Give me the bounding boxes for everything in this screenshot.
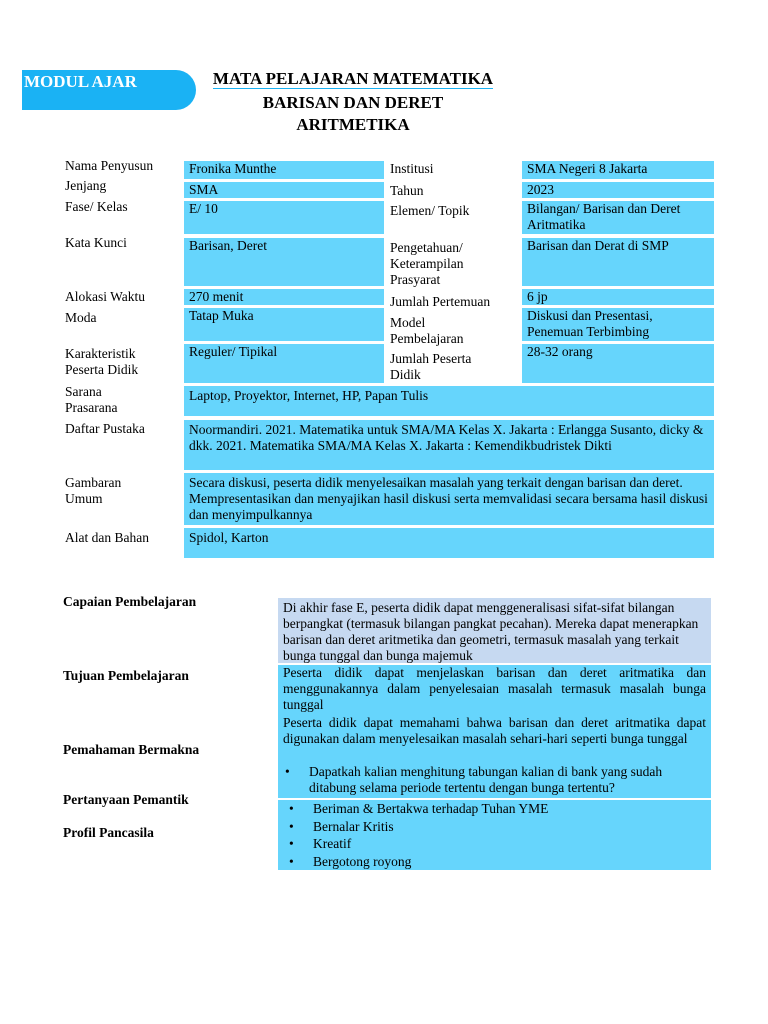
title-topic: BARISAN DAN DERET [262,93,444,112]
label-profil: Profil Pancasila [63,825,154,840]
value-tahun: 2023 [522,182,714,198]
label-institusi: Institusi [390,161,434,176]
label-tujuan: Tujuan Pembelajaran [63,668,189,683]
label-daftar-pustaka: Daftar Pustaka [65,421,145,436]
value-elemen-topik: Bilangan/ Barisan dan Deret Aritmatika [522,201,714,234]
value-profil [278,800,711,870]
value-prasyarat: Barisan dan Derat di SMP [522,238,714,286]
label-prasyarat: Pengetahuan/ Keterampilan Prasyarat [390,240,464,287]
label-karakteristik: Karakteristik Peserta Didik [65,346,139,377]
label-jumlah-peserta: Jumlah Peserta Didik [390,351,472,382]
label-tahun: Tahun [390,183,424,198]
label-alat-bahan: Alat dan Bahan [65,530,149,545]
label-kata-kunci: Kata Kunci [65,235,127,250]
value-jumlah-peserta: 28-32 orang [522,344,714,383]
label-alokasi-waktu: Alokasi Waktu [65,289,146,304]
value-jumlah-pertemuan: 6 jp [522,289,714,305]
label-sarana: Sarana Prasarana [65,384,118,415]
modul-ajar-badge [22,70,196,110]
value-moda: Tatap Muka [184,308,384,341]
list-item: • Bernalar Kritis [313,818,706,836]
value-kata-kunci: Barisan, Deret [184,238,384,286]
value-alat-bahan: Spidol, Karton [184,528,714,558]
list-item: • Bergotong royong [313,853,706,871]
value-tujuan: Peserta didik dapat menjelaskan barisan dan deret aritmatika dan menggunakannya dalam penyelesaian masalah termasuk masalah bunga tunggal [278,665,711,715]
value-institusi: SMA Negeri 8 Jakarta [522,161,714,179]
value-alokasi-waktu: 270 menit [184,289,384,305]
value-karakteristik: Reguler/ Tipikal [184,344,384,383]
value-jenjang: SMA [184,182,384,198]
list-item: • Beriman & Bertakwa terhadap Tuhan YME [313,800,706,818]
label-gambaran-umum: Gambaran Umum [65,475,122,506]
value-gambaran-umum: Secara diskusi, peserta didik menyelesaikan masalah yang terkait dengan barisan dan deret. Mempresentasikan dan menyajikan hasil diskusi serta memvalidasi secara bersama hasil diskusi dan menyimpulkannya [184,473,714,525]
value-pemahaman: Peserta didik dapat memahami bahwa barisan dan deret aritmatika dapat digunakan dalam menyelesaikan masalah sehari-hari seperti bunga tunggal [278,715,711,764]
label-model-pembelajaran: Model Pembelajaran [390,315,464,346]
label-fase-kelas: Fase/ Kelas [65,199,128,214]
label-elemen-topik: Elemen/ Topik [390,203,470,218]
label-nama-penyusun: Nama Penyusun [65,158,154,173]
label-jenjang: Jenjang [65,178,107,193]
list-item: • Dapatkah kalian menghitung tabungan kalian di bank yang sudah ditabung selama periode tertentu dengan bunga tertentu? [309,764,706,796]
label-pertanyaan: Pertanyaan Pemantik [63,792,189,807]
value-capaian: Di akhir fase E, peserta didik dapat menggeneralisasi sifat-sifat bilangan berpangkat (termasuk bilangan pangkat pecahan). Mereka dapat menerapkan barisan dan deret aritmetika dan geometri, termasuk masalah yang terkait bunga tunggal dan bunga majemuk [278,598,711,663]
label-moda: Moda [65,310,97,325]
value-pertanyaan [278,764,711,798]
label-jumlah-pertemuan: Jumlah Pertemuan [390,294,491,309]
value-model-pembelajaran: Diskusi dan Presentasi, Penemuan Terbimbing [522,308,714,341]
value-sarana: Laptop, Proyektor, Internet, HP, Papan Tulis [184,386,714,416]
title-subject: MATA PELAJARAN MATEMATIKA [212,69,494,88]
label-pemahaman: Pemahaman Bermakna [63,742,200,757]
badge-label: MODUL AJAR [24,72,137,91]
value-fase-kelas: E/ 10 [184,201,384,234]
value-nama-penyusun: Fronika Munthe [184,161,384,179]
title-topic-2: ARITMETIKA [296,115,410,134]
label-capaian: Capaian Pembelajaran [63,594,197,609]
list-item: • Kreatif [313,835,706,853]
value-daftar-pustaka: Noormandiri. 2021. Matematika untuk SMA/MA Kelas X. Jakarta : Erlangga Susanto, dicky & dkk. 2021. Matematika SMA/MA Kelas X. Jakarta : Kemendikbudristek Dikti [184,420,714,470]
